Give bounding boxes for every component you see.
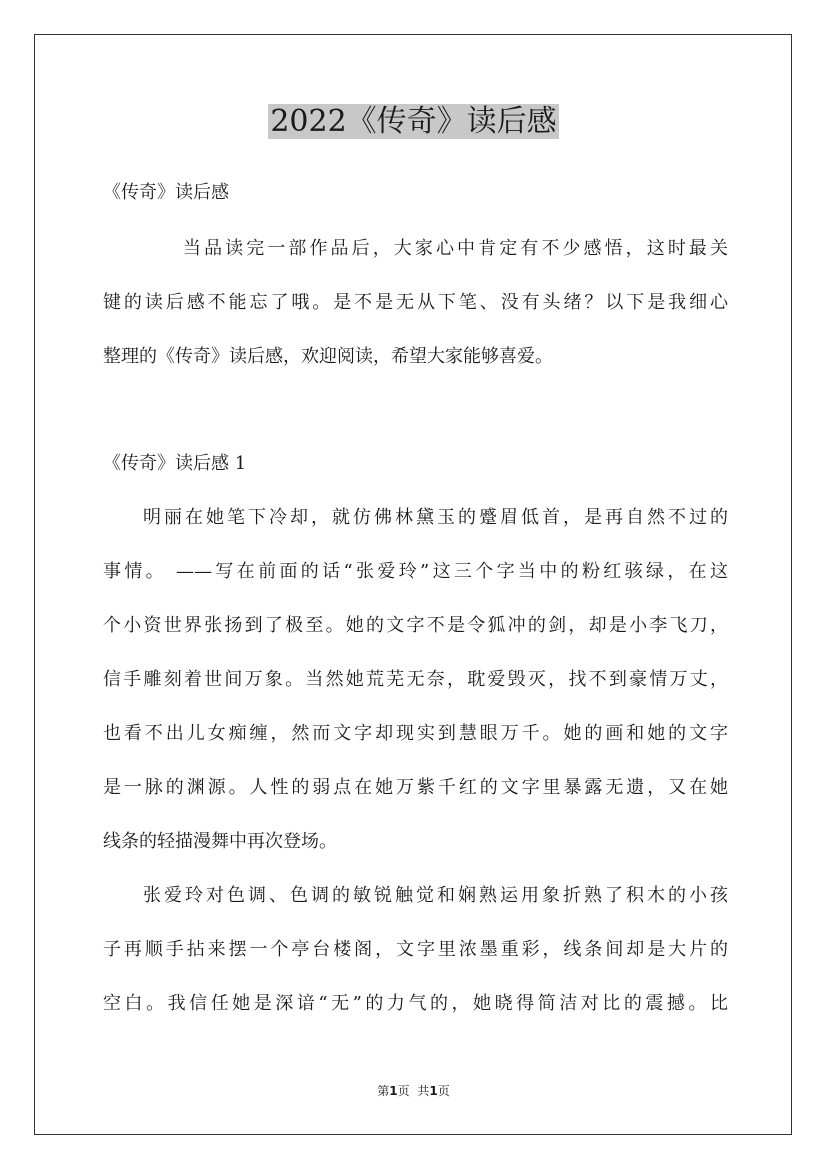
- body-paragraph-1: [103, 491, 728, 869]
- body-line: 张爱玲对色调、色调的敏锐触觉和娴熟运用象折熟了积木的小孩: [143, 885, 728, 906]
- document-title: [0, 102, 827, 142]
- intro-line: 键的读后感不能忘了哦。是不是无从下笔、没有头绪？以下是我细心: [103, 292, 728, 313]
- body-line: 明丽在她笔下冷却，就仿佛林黛玉的蹙眉低首，是再自然不过的: [143, 507, 728, 528]
- page-suffix: 页: [397, 1084, 410, 1098]
- page-footer: [0, 1083, 827, 1099]
- intro-line: 整理的《传奇》读后感，欢迎阅读，希望大家能够喜爱。: [103, 346, 553, 367]
- body-line: 子再顺手拈来摆一个亭台楼阁，文字里浓墨重彩，线条间却是大片的: [103, 939, 728, 960]
- document-title-text: 2022《传奇》读后感: [270, 104, 557, 139]
- body-line: 是一脉的渊源。人性的弱点在她万紫千红的文字里暴露无遗，又在她: [103, 777, 728, 798]
- body-line: 也看不出儿女痴缠，然而文字却现实到慧眼万千。她的画和她的文字: [103, 723, 728, 744]
- body-paragraph-2: [103, 869, 728, 1031]
- body-line: 空白。我信任她是深谙“无”的力气的，她晓得简洁对比的震撼。比: [103, 993, 728, 1014]
- body-line: 事情。 ——写在前面的话“张爱玲”这三个字当中的粉红骇绿，在这: [103, 561, 728, 582]
- page-total: 1: [429, 1084, 438, 1098]
- intro-line: 当品读完一部作品后，大家心中肯定有不少感悟，这时最关: [183, 238, 728, 259]
- total-suffix: 页: [437, 1084, 450, 1098]
- body-line: 线条的轻描漫舞中再次登场。: [103, 831, 337, 852]
- document-subtitle: 《传奇》读后感: [103, 182, 229, 203]
- section-heading: 《传奇》读后感 1: [103, 453, 247, 474]
- body-line: 信手雕刻着世间万象。当然她荒芜无奈，耽爱毁灭，找不到豪情万丈，: [103, 669, 728, 690]
- intro-paragraph: [103, 222, 728, 384]
- body-line: 个小资世界张扬到了极至。她的文字不是令狐冲的剑，却是小李飞刀，: [103, 615, 728, 636]
- page-prefix: 第: [377, 1084, 390, 1098]
- total-prefix: 共: [417, 1084, 430, 1098]
- page-current: 1: [389, 1084, 398, 1098]
